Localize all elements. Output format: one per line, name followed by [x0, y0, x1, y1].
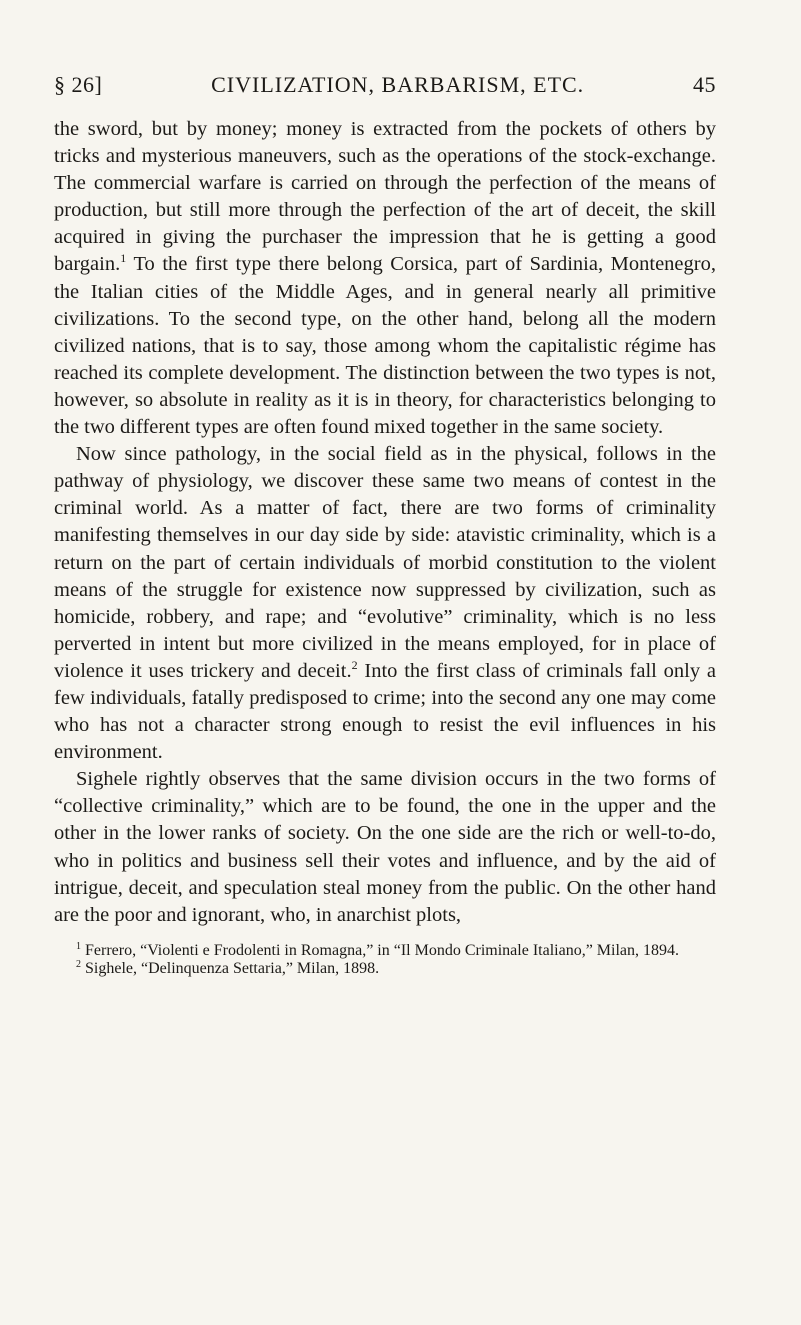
- footnotes: [54, 942, 716, 979]
- running-head-title: CIVILIZATION, BARBARISM, ETC.: [211, 72, 585, 97]
- footnote-ref-1: 1: [120, 251, 127, 266]
- running-head: [54, 72, 716, 106]
- paragraph-2: Now since pathology, in the social field as in the physical, follows in the pathway of physiology, we discover these same two means of contest in the criminal world. As a matter of fact, there are two forms of criminality manifesting themselves in our day side by side: atavistic criminality, which is a return on the part of certain individuals of morbid constitution to the violent means of the struggle for existence now suppressed by civilization, such as homicide, robbery, and rape; and “evolutive” criminality, which is no less perverted in intent but more civilized in the means employed, for in place of violence it uses trickery and deceit.$^2$ Into the first class of criminals fall only a few individuals, fatally predisposed to crime; into the second any one may come who has not a character strong enough to resist the evil influences in his environment.: [54, 443, 716, 764]
- section-mark: § 26]: [54, 72, 103, 97]
- footnote-2: $^2$ Sighele, “Delinquenza Settaria,” Milan, 1898.: [76, 959, 380, 978]
- paragraph-1: the sword, but by money; money is extracted from the pockets of others by tricks and mysterious maneuvers, such as the operations of the stock-exchange. The commercial warfare is carried on through the perfection of the means of production, but still more through the perfection of the art of deceit, the skill acquired in giving the purchaser the impression that he is getting a good bargain.$^1$ To the first type there belong Corsica, part of Sardinia, Montenegro, the Italian cities of the Middle Ages, and in general nearly all primitive civilizations. To the second type, on the other hand, belong all the modern civilized nations, that is to say, those among whom the capitalistic régime has reached its complete development. The distinction between the two types is not, however, so absolute in reality as it is in theory, for characteristics belonging to the two different types are often found mixed together in the same society.: [54, 118, 716, 439]
- footnote-ref-2: 2: [351, 657, 358, 672]
- book-page: [54, 72, 716, 979]
- footnote-1: $^1$ Ferrero, “Violenti e Frodolenti in Romagna,” in “Il Mondo Criminale Italiano,” Milan, 1894.: [76, 940, 680, 959]
- body-text: [54, 116, 716, 929]
- page-number: 45: [692, 72, 716, 97]
- paragraph-3: Sighele rightly observes that the same division occurs in the two forms of “collective criminality,” which are to be found, the one in the upper and the other in the lower ranks of society. On the one side are the rich or well-to-do, who in politics and business sell their votes and influence, and by the aid of intrigue, deceit, and speculation steal money from the public. On the other hand are the poor and ignorant, who, in anarchist plots,: [54, 768, 716, 926]
